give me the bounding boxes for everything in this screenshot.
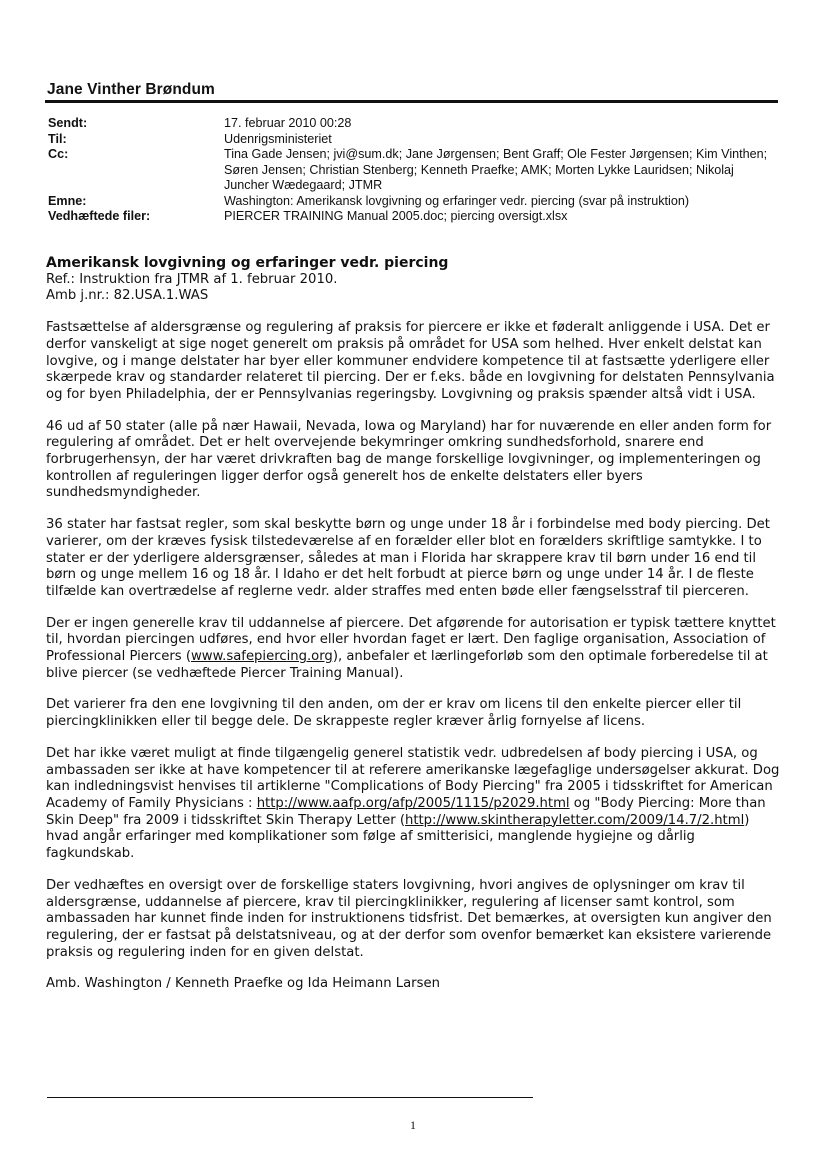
- paragraph-3: 36 stater har fastsat regler, som skal beskytte børn og unge under 18 år i forbindelse med body piercing. Det varierer, om der kræves fysisk tilstedeværelse af en forælder eller blot en forælders skriftlige samtykke. I to stater er der yderligere aldersgrænser, således at man i Florida har skrappere krav til børn under 16 end til børn og unge mellem 16 og 18 år. I Idaho er det helt forbudt at pierce børn og unge under 14 år. I de fleste tilfælde kan overtrædelse af reglerne vedr. alder straffes med enten bøde eller fængselsstraf til pierceren.: [46, 517, 770, 599]
- header-row-to: [48, 132, 778, 148]
- letter-body: [46, 255, 786, 993]
- header-value-sent: 17. februar 2010 00:28: [224, 116, 352, 130]
- paragraph-5: Det varierer fra den ene lovgivning til den anden, om der er krav om licens til den enkelte piercer eller til piercingklinikken eller til begge dele. De skrappeste regler kræver årlig fornyelse af licens.: [46, 697, 742, 730]
- paragraph-6-text: Det har ikke været muligt at finde tilgængelig generel statistik vedr. udbredelsen af body piercing i USA, og ambassaden ser ikke at have kompetencer til at referere amerikanske lægefaglige undersøgelser akkurat. Dog kan indledningsvist henvises til artiklerne "Complications of Body Piercing" fra 2005 i tidsskriftet for American Academy of Family Physicians :: [46, 745, 780, 811]
- letter-subject: Amerikansk lovgivning og erfaringer vedr. piercing: [46, 255, 449, 271]
- header-value-subject: Washington: Amerikansk lovgivning og erfaringer vedr. piercing (svar på instruktion): [224, 193, 690, 208]
- aafp-article-link[interactable]: http://www.aafp.org/afp/2005/1115/p2029.html: [256, 795, 570, 811]
- header-label: Cc:: [48, 147, 69, 161]
- journal-number-line: Amb j.nr.: 82.USA.1.WAS: [46, 288, 209, 304]
- header-label: Til:: [48, 131, 67, 146]
- paragraph-6: [46, 746, 786, 863]
- header-row-cc: [48, 147, 778, 194]
- reference-line: Ref.: Instruktion fra JTMR af 1. februar 2010.: [46, 271, 338, 287]
- header-row-attachments: [48, 209, 778, 225]
- header-label: Emne:: [48, 193, 87, 208]
- header-value-cc: Tina Gade Jensen; jvi@sum.dk; Jane Jørgensen; Bent Graff; Ole Fester Jørgensen; Kim Vinthen; Søren Jensen; Christian Stenberg; Kenneth Praefke; AMK; Morten Lykke Lauridsen; Nikolaj Juncher Wædegaard; JTMR: [224, 147, 768, 192]
- sender-name: Jane Vinther Brøndum: [47, 81, 215, 98]
- paragraph-2: 46 ud af 50 stater (alle på nær Hawaii, Nevada, Iowa og Maryland) har for nuværende en eller anden form for regulering af området. Det er helt overvejende bekymringer omkring sundhedsforhold, snarere end forbrugerhensyn, der har været drivkraften bag de mange forskellige lovgivninger, og implementeringen og kontrollen af reguleringen ligger derfor også generelt hos de enkelte delstaters eller byers sundhedsmyndigheder.: [46, 418, 772, 501]
- header-rule: [45, 100, 778, 103]
- header-label: Vedhæftede filer:: [48, 209, 151, 223]
- paragraph-7: Der vedhæftes en oversigt over de forskellige staters lovgivning, hvori angives de oplysninger om krav til aldersgrænse, uddannelse af piercere, krav til piercingklinikker, regulering af licenser samt kontrol, som ambassaden har kunnet finde inden for instruktionens tidsfrist. Det bemærkes, at oversigten kun angiver den regulering, der er fastsat på delstatsniveau, og at der derfor som ovenfor bemærket kan eksistere varierende praksis og regulering inden for en given delstat.: [46, 877, 772, 960]
- header-value-to: Udenrigsministeriet: [224, 131, 332, 146]
- email-header-block: [48, 116, 778, 225]
- paragraph-6-text-end: ) hvad angår erfaringer med komplikationer som følge af smitterisici, manglende hygiejne og dårlig fagkundskab.: [46, 812, 750, 862]
- skintherapy-article-link[interactable]: http://www.skintherapyletter.com/2009/14.7/2.html: [404, 812, 745, 828]
- header-row-sent: [48, 116, 778, 132]
- paragraph-1: Fastsættelse af aldersgrænse og regulering af praksis for piercere er ikke et føderalt anliggende i USA. Det er derfor vanskeligt at sige noget generelt om praksis på området for USA som helhed. Hver enkelt delstat kan lovgive, og i mange delstater har byer eller kommuner endvidere kompetence til at fastsætte yderligere eller skærpede krav og standarder relateret til piercing. Der er f.eks. både en lovgivning for delstaten Pennsylvania og for byen Philadelphia, der er Pennsylvanias regeringsby. Lovgivning og praksis spænder altså vidt i USA.: [46, 320, 775, 402]
- paragraph-4-text-end: ), anbefaler et lærlingeforløb som den optimale forberedelse til at blive piercer (se vedhæftede Piercer Training Manual).: [46, 649, 768, 681]
- safepiercing-link[interactable]: www.safepiercing.org: [191, 649, 333, 665]
- paragraph-4-text: Der er ingen generelle krav til uddannelse af piercere. Det afgørende for autorisation er typisk tættere knyttet til, hvordan piercingen udføres, end hvor eller hvordan faget er lært. Den faglige organisation, Association of Professional Piercers (: [46, 615, 776, 665]
- footer-rule: [47, 1097, 533, 1098]
- page-number: 1: [410, 1118, 416, 1132]
- header-value-attachments: PIERCER TRAINING Manual 2005.doc; piercing oversigt.xlsx: [224, 209, 568, 223]
- paragraph-4: [46, 616, 786, 683]
- header-label: Sendt:: [48, 116, 88, 130]
- signature: Amb. Washington / Kenneth Praefke og Ida Heimann Larsen: [46, 976, 440, 992]
- paragraph-6-text-middle: og "Body Piercing: More than Skin Deep" fra 2009 i tidsskriftet Skin Therapy Letter (: [46, 795, 766, 828]
- header-row-subject: [48, 194, 778, 210]
